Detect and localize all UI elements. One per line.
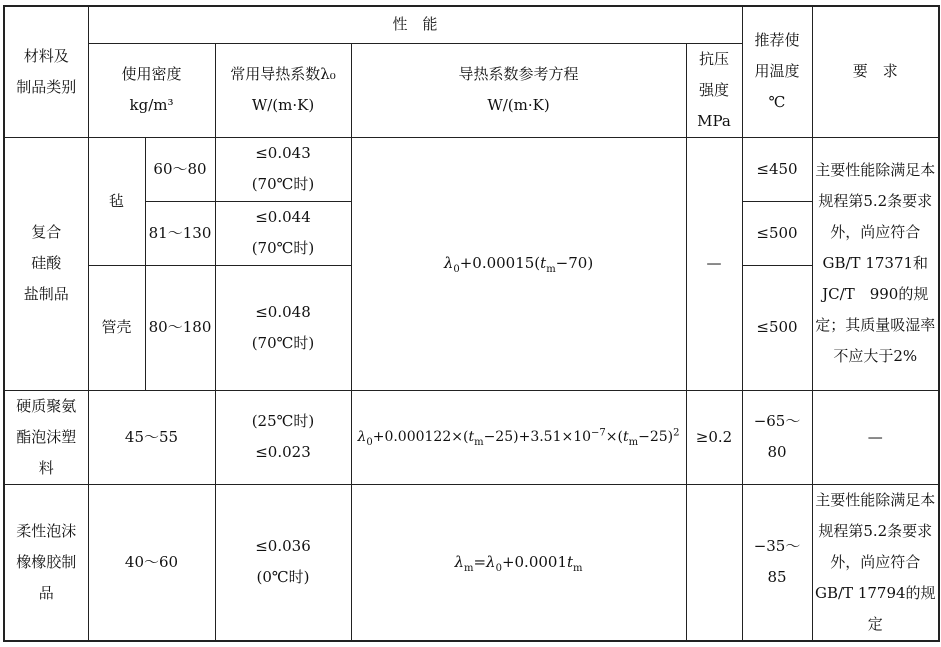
rubber-equation: $\lambda_m=\lambda_0+0.0001t_m$	[351, 484, 686, 641]
material-category-header: 材料及 制品类别	[4, 6, 88, 137]
insulation-spec-table	[3, 5, 940, 642]
requirement-header: 要 求	[812, 6, 939, 137]
silicate-felt-label: 毡	[88, 137, 145, 265]
silicate-temp-3: ≤500	[742, 265, 812, 390]
pu-k: (25℃时) ≤0.023	[215, 390, 351, 484]
equation-header: 导热系数参考方程 W/(m·K)	[351, 43, 686, 137]
pu-row	[4, 390, 939, 484]
silicate-temp-2: ≤500	[742, 201, 812, 265]
temperature-header: 推荐使 用温度 ℃	[742, 6, 812, 137]
silicate-density-2: 81～130	[145, 201, 215, 265]
pu-temp: −65～80	[742, 390, 812, 484]
pu-requirement: —	[812, 390, 939, 484]
silicate-k-2: ≤0.044 (70℃时)	[215, 201, 351, 265]
silicate-row-1	[4, 137, 939, 201]
silicate-temp-1: ≤450	[742, 137, 812, 201]
silicate-density-1: 60～80	[145, 137, 215, 201]
header-row-1	[4, 6, 939, 43]
silicate-requirement: 主要性能除满足本规程第5.2条要求外，尚应符合GB/T 17371和JC/T 990的规定；其质量吸湿率不应大于2%	[812, 137, 939, 390]
silicate-shell-label: 管壳	[88, 265, 145, 390]
rubber-k: ≤0.036 (0℃时)	[215, 484, 351, 641]
pu-equation: $\lambda_0+0.000122\times(t_m-25)+3.51\times 10^{-7}\times(t_m-25)^2$	[351, 390, 686, 484]
conductivity-header: 常用导热系数λ₀ W/(m·K)	[215, 43, 351, 137]
silicate-density-3: 80～180	[145, 265, 215, 390]
rubber-temp: −35～85	[742, 484, 812, 641]
rubber-density: 40～60	[88, 484, 215, 641]
pu-strength: ≥0.2	[686, 390, 742, 484]
strength-header: 抗压 强度 MPa	[686, 43, 742, 137]
silicate-strength: —	[686, 137, 742, 390]
silicate-name: 复合 硅酸 盐制品	[4, 137, 88, 390]
rubber-strength	[686, 484, 742, 641]
silicate-equation: $\lambda_0+0.00015(t_m-70)$	[351, 137, 686, 390]
rubber-name: 柔性泡沫 橡橡胶制 品	[4, 484, 88, 641]
density-header: 使用密度 kg/m³	[88, 43, 215, 137]
silicate-k-1: ≤0.043 (70℃时)	[215, 137, 351, 201]
silicate-k-3: ≤0.048 (70℃时)	[215, 265, 351, 390]
pu-name: 硬质聚氨 酯泡沫塑 料	[4, 390, 88, 484]
performance-header: 性 能	[88, 6, 742, 43]
pu-density: 45～55	[88, 390, 215, 484]
rubber-row	[4, 484, 939, 641]
rubber-requirement: 主要性能除满足本规程第5.2条要求外，尚应符合GB/T 17794的规定	[812, 484, 939, 641]
